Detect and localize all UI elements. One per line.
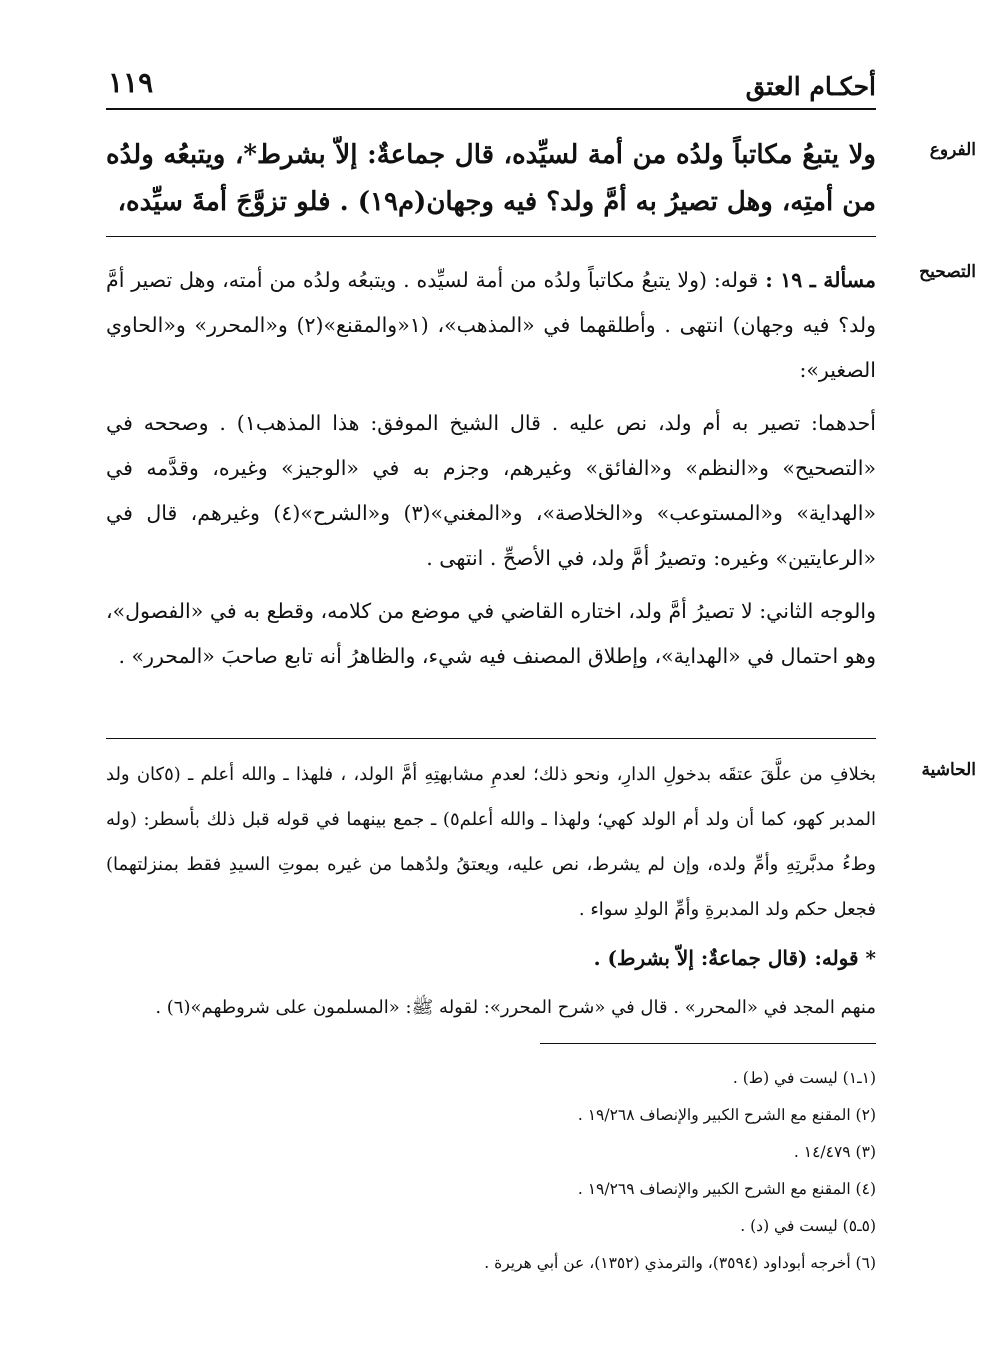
label-hashiya: الحاشية [921,760,976,780]
label-tashih: التصحيح [919,262,976,282]
footnote-3: (٣) ١٤/٤٧٩ . [793,1143,876,1161]
furu-text: ولا يتبعُ مكاتباً ولدُه من أمة لسيِّده، قال جماعةٌ: إلاّ بشرط*، ويتبعُه ولدُه من أمتِه، وهل تصيرُ به أمَّ ولد؟ فيه وجهان(م١٩) . فلو تزوَّجَ أمةَ سيِّده، [106,140,876,217]
tashih-paragraph-3: والوجه الثاني: لا تصيرُ أمَّ ولد، اختاره القاضي في موضع من كلامه، وقطع به في «الفصول»، وهو احتمال في «الهداية»، وإطلاق المصنف فيه شيء، والظاهرُ أنه تابع صاحبَ «المحرر» . [106,599,876,668]
page-number: ١١٩ [108,66,154,99]
footnote-2: (٢) المقنع مع الشرح الكبير والإنصاف ١٩/٢٦٨ . [577,1106,876,1124]
footnote-5: (٥ـ٥) ليست في (د) . [740,1217,876,1235]
hashiya-section [106,752,876,1030]
hashiya-qawl-heading: * قوله: (قال جماعةٌ: إلاّ بشرط) . [593,946,876,970]
footnotes [106,1060,876,1282]
tashih-section [106,258,876,679]
tashih-p1-text: قوله: (ولا يتبعُ مكاتباً ولدُه من أمة لسيِّده . ويتبعُه ولدُه من أمته، وهل تصير أمَّ ولد؟ فيه وجهان) انتهى . وأطلقهما في «المذهب»، (١«والمقنع»(٢) و«المحرر» و«الحاوي الصغير»: [106,268,876,382]
section-rule-1 [106,236,876,237]
hashiya-paragraph-2: منهم المجد في «المحرر» . قال في «شرح المحرر»: لقوله ﷺ: «المسلمون على شروطهم»(٦) . [155,997,876,1018]
masala-lead: مسألة ـ ١٩ : [765,268,876,292]
footnote-6: (٦) أخرجه أبوداود (٣٥٩٤)، والترمذي (١٣٥٢)، عن أبي هريرة . [484,1254,876,1272]
footnote-rule [540,1043,876,1044]
label-furu: الفروع [929,140,976,160]
section-rule-2 [106,738,876,739]
running-title: أحكـام العتق [745,72,876,101]
tashih-paragraph-1 [106,258,876,393]
tashih-paragraph-2: أحدهما: تصير به أم ولد، نص عليه . قال الشيخ الموفق: هذا المذهب١) . وصححه في «التصحيح» و«النظم» و«الفائق» وغيرهم، وجزم به في «الوجيز» وغيره، وقدَّمه في «الهداية» و«المستوعب» و«الخلاصة»، و«المغني»(٣) و«الشرح»(٤) وغيرهم، قال في «الرعايتين» وغيره: وتصيرُ أمَّ ولد، في الأصحِّ . انتهى . [106,411,876,570]
footnote-4: (٤) المقنع مع الشرح الكبير والإنصاف ١٩/٢٦٩ . [577,1180,876,1198]
footnote-1: (١ـ١) ليست في (ط) . [732,1069,876,1087]
hashiya-paragraph-1: بخلافِ من علَّقَ عتقَه بدخولِ الدارِ، ونحو ذلك؛ لعدمِ مشابهتِهِ أمَّ الولد، ، فلهذا ـ والله أعلم ـ (٥كان ولد المدبر كهو، كما أن ولد أم الولد كهي؛ ولهذا ـ والله أعلم٥) ـ جمع بينهما في قوله قبل ذلك بأسطر: (وله وطءُ مدبَّرتِهِ وأمِّ ولده، وإن لم يشرط، نص عليه، ويعتقُ ولدُهما من غيره بموتِ السيدِ فقط بمنزلتهما) فجعل حكم ولد المدبرةِ وأمِّ الولدِ سواء . [106,764,876,920]
header-rule [106,108,876,110]
